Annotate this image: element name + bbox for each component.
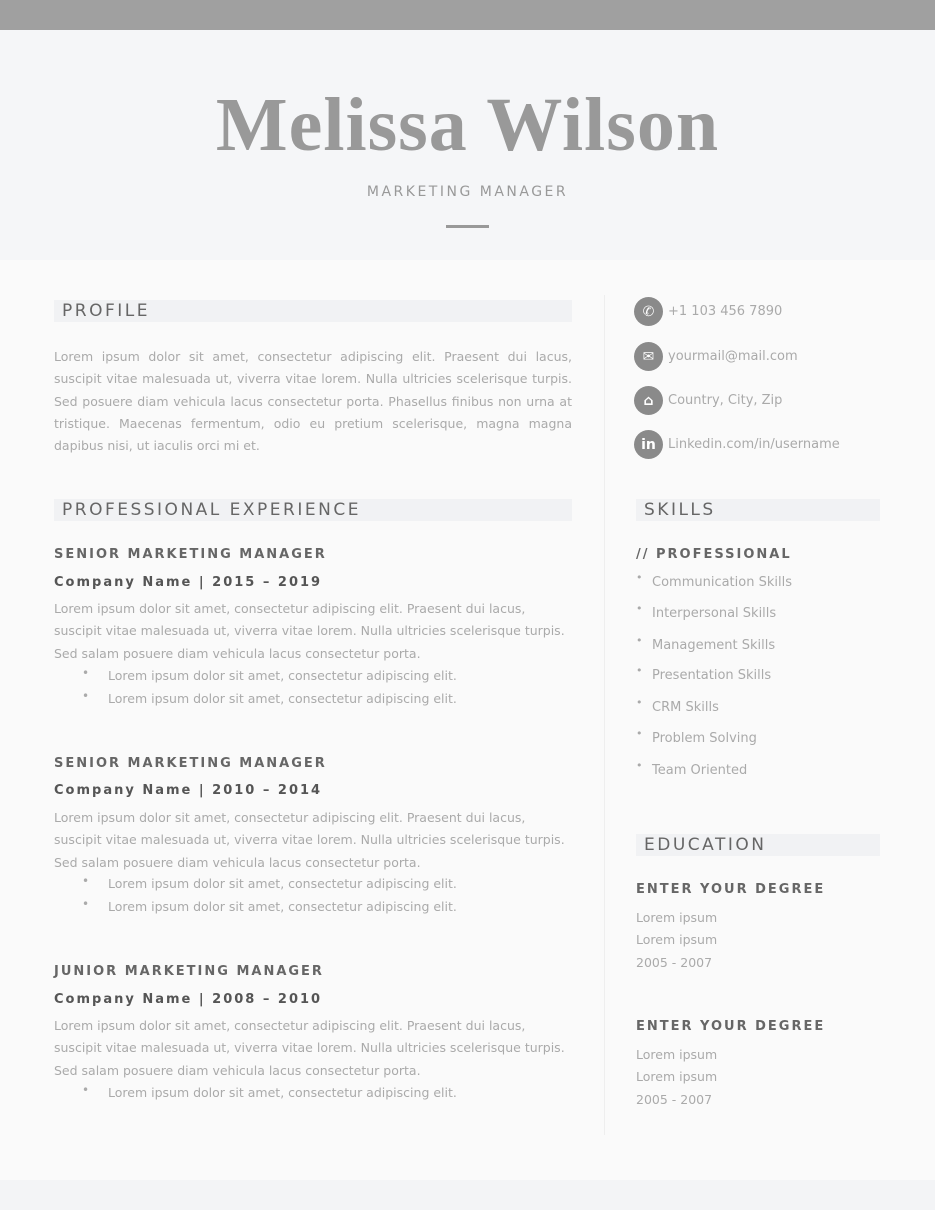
column-divider [604,295,605,1135]
title-underline [446,225,489,228]
degree-title: ENTER YOUR DEGREE [636,1019,826,1034]
phone-icon: ✆ [634,297,663,326]
job-title: SENIOR MARKETING MANAGER [54,756,327,771]
section-heading-skills: SKILLS [636,499,880,521]
top-bar [0,0,935,30]
job-title: JUNIOR MARKETING MANAGER [54,964,324,979]
bullet-item: • Lorem ipsum dolor sit amet, consectetur adipiscing elit. [82,1083,457,1100]
job-company: Company Name | 2008 – 2010 [54,992,323,1007]
linkedin-icon: in [634,430,663,459]
candidate-title: MARKETING MANAGER [366,184,569,200]
job-bullets [54,665,457,710]
education-details: Lorem ipsum Lorem ipsum 2005 - 2007 [636,910,718,970]
skill-item: • Interpersonal Skills [636,602,777,621]
skills-subheading: // PROFESSIONAL [636,547,792,562]
job-title: SENIOR MARKETING MANAGER [54,547,327,562]
job-bullets [54,1082,457,1105]
job-description: Lorem ipsum dolor sit amet, consectetur adipiscing elit. Praesent dui lacus, suscipit vitae malesuada ut, viverra vitae lorem. Nulla ultricies scelerisque turpis. Sed salam posuere diam vehicula lacus consectetur porta. [54,810,565,870]
degree-title: ENTER YOUR DEGREE [636,882,826,897]
bullet-item: • Lorem ipsum dolor sit amet, consectetur adipiscing elit. [82,874,457,891]
skill-item: • Communication Skills [636,571,792,590]
job-description: Lorem ipsum dolor sit amet, consectetur adipiscing elit. Praesent dui lacus, suscipit vitae malesuada ut, viverra vitae lorem. Nulla ultricies scelerisque turpis. Sed salam posuere diam vehicula lacus consectetur porta. [54,601,565,661]
contact-address: ⌂ Country, City, Zip [634,386,782,415]
profile-text: Lorem ipsum dolor sit amet, consectetur adipiscing elit. Praesent dui lacus, suscipit vitae malesuada ut, viverra vitae lorem. Nulla ultricies scelerisque turpis. Sed posuere diam vehicula lacus consectetur porta. Phasellus finibus non urna at tristique. Maecenas fermentum, odio eu pretium scelerisque, magna magna dapibus nisi, ut iaculis orci mi et. [54,349,572,454]
bullet-item: • Lorem ipsum dolor sit amet, consectetur adipiscing elit. [82,688,457,706]
section-heading-experience: PROFESSIONAL EXPERIENCE [54,499,572,521]
bullet-item: • Lorem ipsum dolor sit amet, consectetur adipiscing elit. [82,896,457,914]
job-description: Lorem ipsum dolor sit amet, consectetur adipiscing elit. Praesent dui lacus, suscipit vitae malesuada ut, viverra vitae lorem. Nulla ultricies scelerisque turpis. Sed salam posuere diam vehicula lacus consectetur porta. [54,1018,565,1078]
skill-item: • Presentation Skills [636,664,772,683]
job-company: Company Name | 2015 – 2019 [54,575,323,590]
resume-header [0,30,935,260]
home-icon: ⌂ [634,386,663,415]
footer-bar [0,1180,935,1210]
skill-item: • CRM Skills [636,696,719,715]
contact-email: ✉ yourmail@mail.com [634,342,798,371]
contact-phone: ✆ +1 103 456 7890 [634,297,782,326]
job-company: Company Name | 2010 – 2014 [54,783,323,798]
skill-item: • Team Oriented [636,759,748,778]
job-bullets [54,873,457,918]
education-details: Lorem ipsum Lorem ipsum 2005 - 2007 [636,1047,718,1107]
bullet-item: • Lorem ipsum dolor sit amet, consectetur adipiscing elit. [82,666,457,683]
mail-icon: ✉ [634,342,663,371]
skill-item: • Problem Solving [636,727,757,746]
section-heading-profile: PROFILE [54,300,572,322]
contact-linkedin: in Linkedin.com/in/username [634,430,840,459]
candidate-name: Melissa Wilson [215,83,720,167]
section-heading-education: EDUCATION [636,834,880,856]
skill-item: • Management Skills [636,634,776,653]
